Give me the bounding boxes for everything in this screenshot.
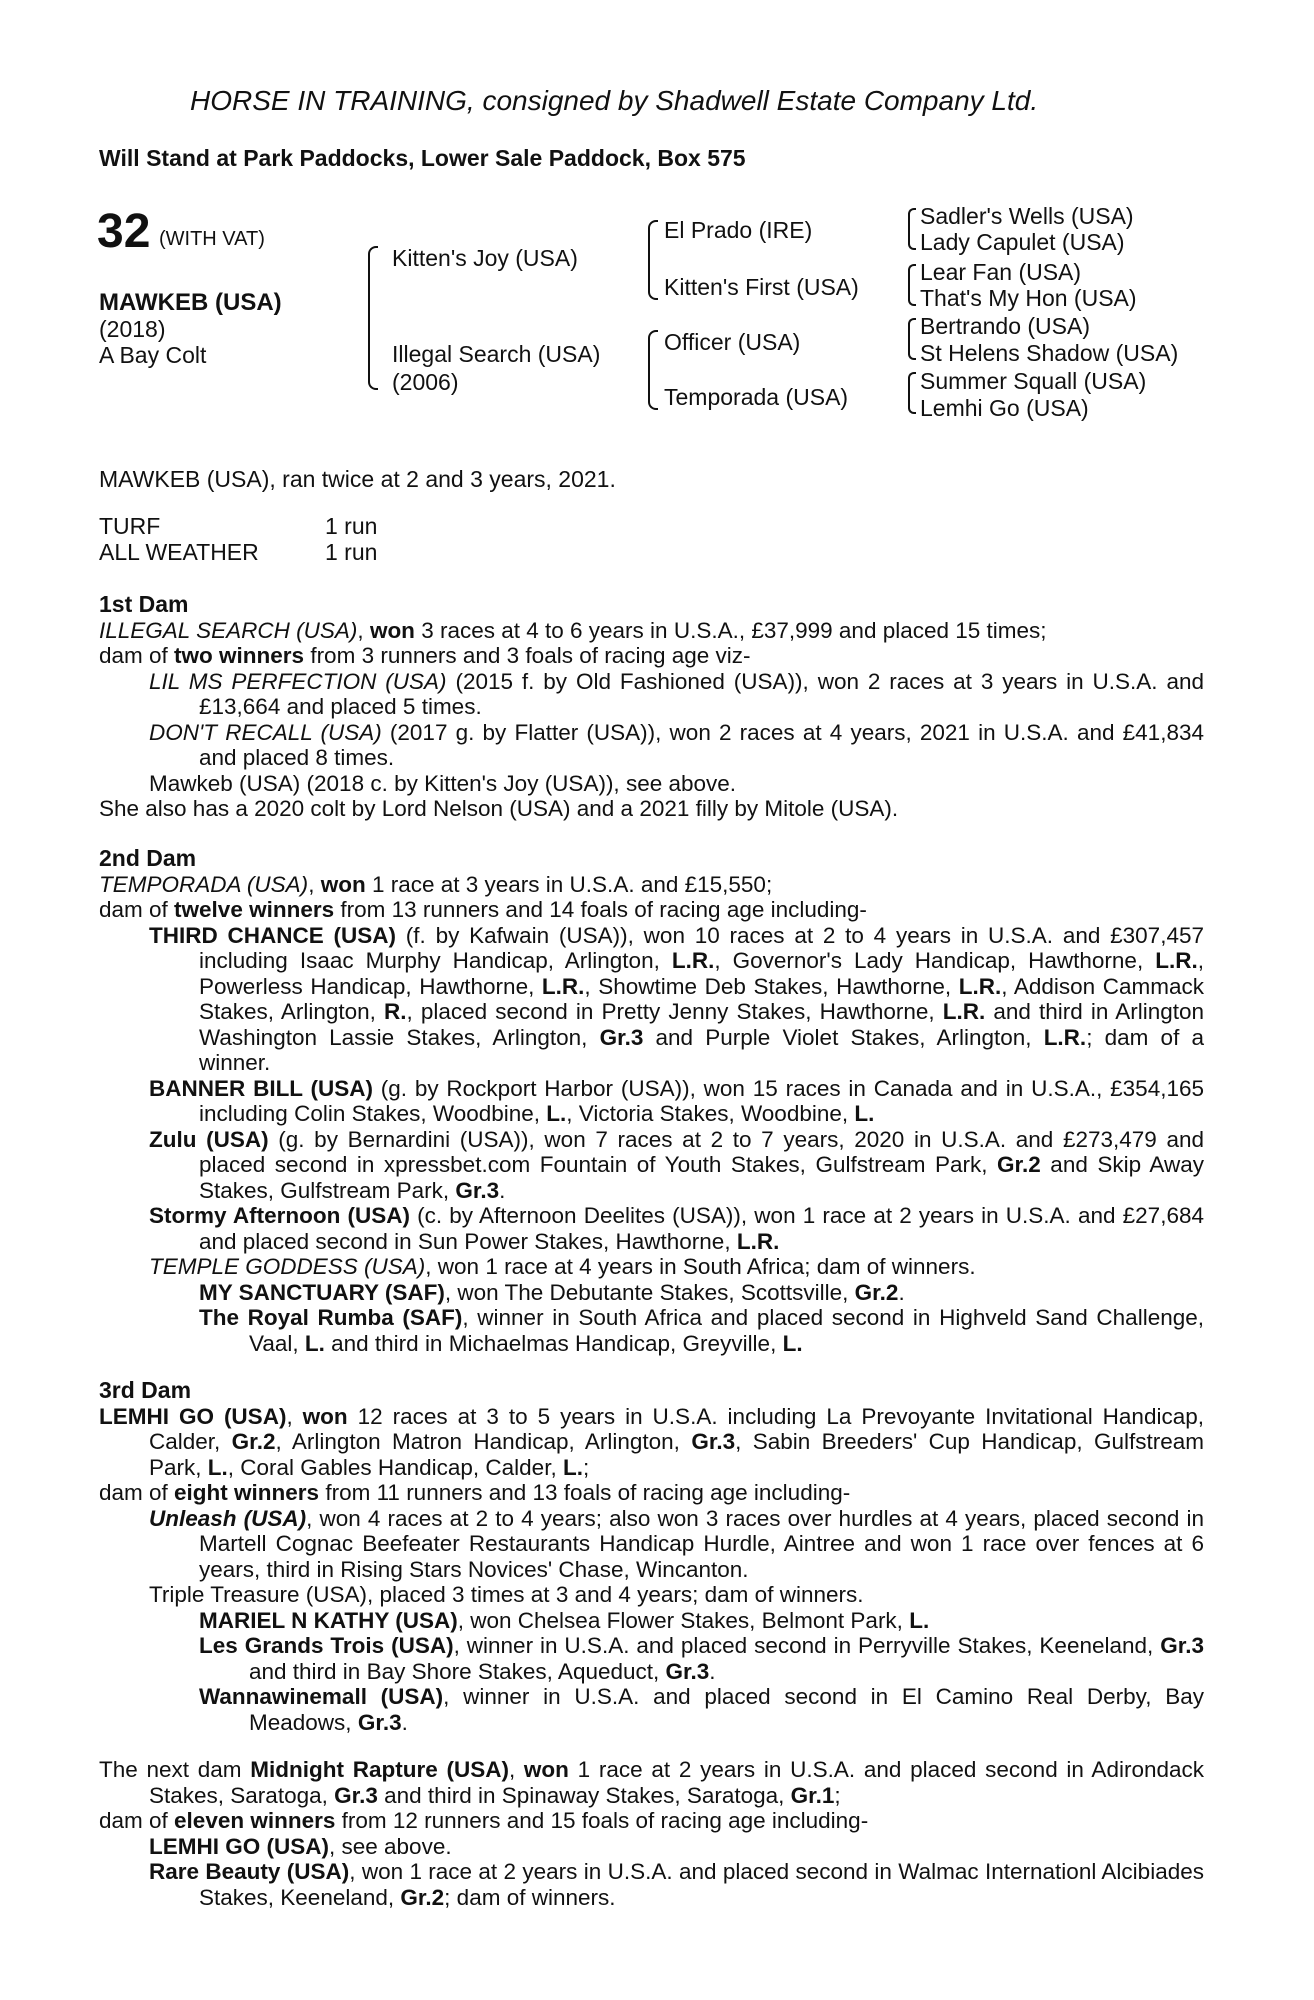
section-title: 3rd Dam <box>99 1377 192 1403</box>
third-dam-section: 3rd Dam LEMHI GO (USA), won 12 races at 3 to 5 years in U.S.A. including La Prevoyante Invitational Handicap, Calder, Gr.2, Arlington Matron Handicap, Arlington, Gr.3, Sabin Breeders' Cup Handicap, Gulfstream Park, L., Coral Gables Handicap, Calder, L.; dam of eight winners from 11 runners and 13 foals of racing age including- Unleash (USA), won 4 races at 2 to 4 years; also won 3 races over hurdles at 4 years, placed second in Martell Cognac Beefeater Restaurants Handicap Hurdle, Aintree and won 1 race over fences at 6 years, third in Rising Stars Novices' Chase, Wincanton. Triple Treasure (USA), placed 3 times at 3 and 4 years; dam of winners. MARIEL N KATHY (USA), won Chelsea Flower Stakes, Belmont Park, L. Les Grands Trois (USA), winner in U.S.A. and placed second in Perryville Stakes, Keeneland, Gr.3 and third in Bay Shore Stakes, Aqueduct, Gr.3. Wannawinemall (USA), winner in U.S.A. and placed second in El Camino Real Derby, Bay Meadows, Gr.3. <box>99 1377 1204 1735</box>
pedigree-sds: Lear Fan (USA) <box>920 259 1082 285</box>
winners-count: eight winners <box>174 1480 320 1505</box>
pedigree-brace <box>648 330 658 410</box>
lot-number: 32 <box>97 205 151 258</box>
pedigree-sire-dam: Kitten's First (USA) <box>664 274 859 300</box>
stand-location: Will Stand at Park Paddocks, Lower Sale Paddock, Box 575 <box>99 145 746 171</box>
dam-name: ILLEGAL SEARCH (USA) <box>99 617 358 643</box>
dam-name: TEMPORADA (USA) <box>99 871 309 897</box>
runs-aw-label: ALL WEATHER <box>99 539 259 565</box>
progeny-entry: The Royal Rumba (SAF), winner in South Africa and placed second in Highveld Sand Challenge, Vaal, L. and third in Michaelmas Handicap, Greyville, L. <box>199 1305 1204 1356</box>
pedigree-dss: Bertrando (USA) <box>920 313 1091 339</box>
first-dam-section: 1st Dam ILLEGAL SEARCH (USA), won 3 races at 4 to 6 years in U.S.A., £37,999 and placed 15 times; dam of two winners from 3 runners and 3 foals of racing age viz- LIL MS PERFECTION (USA) (2015 f. by Old Fashioned (USA)), won 2 races at 3 years in U.S.A. and £13,664 and placed 5 times. DON'T RECALL (USA) (2017 g. by Flatter (USA)), won 2 races at 4 years, 2021 in U.S.A. and £41,834 and placed 8 times. Mawkeb (USA) (2018 c. by Kitten's Joy (USA)), see above. She also has a 2020 colt by Lord Nelson (USA) and a 2021 filly by Mitole (USA). <box>99 591 1204 821</box>
pedigree-dam: Illegal Search (USA) <box>392 341 601 367</box>
next-dam-section: The next dam Midnight Rapture (USA), won 1 race at 2 years in U.S.A. and placed second in Adirondack Stakes, Saratoga, Gr.3 and third in Spinaway Stakes, Saratoga, Gr.1; dam of eleven winners from 12 runners and 15 foals of racing age including- LEMHI GO (USA), see above. Rare Beauty (USA), won 1 race at 2 years in U.S.A. and placed second in Walmac Internationl Alcibiades Stakes, Keeneland, Gr.2; dam of winners. <box>99 1757 1204 1910</box>
winners-count: twelve winners <box>174 897 335 922</box>
page-title: HORSE IN TRAINING, consigned by Shadwell Estate Company Ltd. <box>190 85 1039 116</box>
progeny-entry: Stormy Afternoon (USA) (c. by Afternoon Deelites (USA)), won 1 race at 2 years in U.S.A. and £27,684 and placed second in Sun Power Stakes, Hawthorne, L.R. <box>149 1203 1204 1254</box>
horse-description: A Bay Colt <box>99 342 207 368</box>
section-title: 1st Dam <box>99 591 189 617</box>
pedigree-brace <box>908 318 916 360</box>
pedigree-brace <box>908 264 916 306</box>
pedigree-sss: Sadler's Wells (USA) <box>920 203 1134 229</box>
pedigree-dds: Summer Squall (USA) <box>920 368 1147 394</box>
progeny-entry: Triple Treasure (USA), placed 3 times at 3 and 4 years; dam of winners. <box>149 1582 864 1607</box>
progeny-entry: BANNER BILL (USA) (g. by Rockport Harbor (USA)), won 15 races in Canada and in U.S.A., £354,165 including Colin Stakes, Woodbine, L., Victoria Stakes, Woodbine, L. <box>149 1075 1204 1126</box>
pedigree-brace <box>908 372 916 414</box>
pedigree-dam-year: (2006) <box>392 369 459 395</box>
pedigree-sdd: That's My Hon (USA) <box>920 285 1137 311</box>
winners-count: two winners <box>174 643 305 668</box>
pedigree-ssd: Lady Capulet (USA) <box>920 229 1125 255</box>
progeny-entry: Rare Beauty (USA), won 1 race at 2 years in U.S.A. and placed second in Walmac Internationl Alcibiades Stakes, Keeneland, Gr.2; dam of winners. <box>149 1859 1204 1910</box>
pedigree-ddd: Lemhi Go (USA) <box>920 395 1089 421</box>
progeny-entry: LIL MS PERFECTION (USA) (2015 f. by Old Fashioned (USA)), won 2 races at 3 years in U.S.A. and £13,664 and placed 5 times. <box>149 668 1204 719</box>
pedigree-brace <box>908 208 916 250</box>
pedigree-sire: Kitten's Joy (USA) <box>392 245 578 271</box>
pedigree-brace <box>648 220 658 300</box>
horse-name: MAWKEB (USA) <box>99 289 282 316</box>
progeny-entry: MARIEL N KATHY (USA), won Chelsea Flower Stakes, Belmont Park, L. <box>199 1607 930 1633</box>
progeny-entry: Zulu (USA) (g. by Bernardini (USA)), won 7 races at 2 to 7 years, 2020 in U.S.A. and £273,479 and placed second in xpressbet.com Fountain of Youth Stakes, Gulfstream Park, Gr.2 and Skip Away Stakes, Gulfstream Park, Gr.3. <box>149 1126 1205 1203</box>
progeny-entry: DON'T RECALL (USA) (2017 g. by Flatter (USA)), won 2 races at 4 years, 2021 in U.S.A. and £41,834 and placed 8 times. <box>149 719 1204 770</box>
progeny-entry: MY SANCTUARY (SAF), won The Debutante Stakes, Scottsville, Gr.2. <box>199 1279 905 1305</box>
pedigree-sire-sire: El Prado (IRE) <box>664 217 813 243</box>
section-title: 2nd Dam <box>99 845 197 871</box>
dam-name: LEMHI GO (USA) <box>99 1403 287 1429</box>
progeny-entry: Wannawinemall (USA), winner in U.S.A. and placed second in El Camino Real Derby, Bay Meadows, Gr.3. <box>199 1684 1204 1735</box>
horse-year: (2018) <box>99 316 166 342</box>
winners-count: eleven winners <box>174 1808 336 1833</box>
dam-name: Midnight Rapture (USA) <box>250 1757 509 1782</box>
progeny-entry: Unleash (USA), won 4 races at 2 to 4 years; also won 3 races over hurdles at 4 years, placed second in Martell Cognac Beefeater Restaurants Handicap Hurdle, Aintree and won 1 race over fences at 6 years, third in Rising Stars Novices' Chase, Wincanton. <box>149 1505 1204 1582</box>
runs-aw-count: 1 run <box>325 539 378 565</box>
won-label: won <box>369 617 415 643</box>
race-summary: MAWKEB (USA), ran twice at 2 and 3 years, 2021. <box>99 466 616 492</box>
pedigree-brace <box>368 246 378 390</box>
runs-turf-count: 1 run <box>325 513 378 539</box>
also-note: She also has a 2020 colt by Lord Nelson (USA) and a 2021 filly by Mitole (USA). <box>99 796 899 821</box>
second-dam-section: 2nd Dam TEMPORADA (USA), won 1 race at 3 years in U.S.A. and £15,550; dam of twelve winners from 13 runners and 14 foals of racing age including- THIRD CHANCE (USA) (f. by Kafwain (USA)), won 10 races at 2 to 4 years in U.S.A. and £307,457 including Isaac Murphy Handicap, Arlington, L.R., Governor's Lady Handicap, Hawthorne, L.R., Powerless Handicap, Hawthorne, L.R., Showtime Deb Stakes, Hawthorne, L.R., Addison Cammack Stakes, Arlington, R., placed second in Pretty Jenny Stakes, Hawthorne, L.R. and third in Arlington Washington Lassie Stakes, Arlington, Gr.3 and Purple Violet Stakes, Arlington, L.R.; dam of a winner. BANNER BILL (USA) (g. by Rockport Harbor (USA)), won 15 races in Canada and in U.S.A., £354,165 including Colin Stakes, Woodbine, L., Victoria Stakes, Woodbine, L. Zulu (USA) (g. by Bernardini (USA)), won 7 races at 2 to 7 years, 2020 in U.S.A. and £273,479 and placed second in xpressbet.com Fountain of Youth Stakes, Gulfstream Park, Gr.2 and Skip Away Stakes, Gulfstream Park, Gr.3. Stormy Afternoon (USA) (c. by Afternoon Deelites (USA)), won 1 race at 2 years in U.S.A. and £27,684 and placed second in Sun Power Stakes, Hawthorne, L.R. TEMPLE GODDESS (USA), won 1 race at 4 years in South Africa; dam of winners. MY SANCTUARY (SAF), won The Debutante Stakes, Scottsville, Gr.2. The Royal Rumba (SAF), winner in South Africa and placed second in Highveld Sand Challenge, Vaal, L. and third in Michaelmas Handicap, Greyville, L. <box>99 845 1205 1356</box>
progeny-entry: THIRD CHANCE (USA) (f. by Kafwain (USA)), won 10 races at 2 to 4 years in U.S.A. and £307,457 including Isaac Murphy Handicap, Arlington, L.R., Governor's Lady Handicap, Hawthorne, L.R., Powerless Handicap, Hawthorne, L.R., Showtime Deb Stakes, Hawthorne, L.R., Addison Cammack Stakes, Arlington, R., placed second in Pretty Jenny Stakes, Hawthorne, L.R. and third in Arlington Washington Lassie Stakes, Arlington, Gr.3 and Purple Violet Stakes, Arlington, L.R.; dam of a winner. <box>149 922 1205 1075</box>
progeny-entry: TEMPLE GODDESS (USA), won 1 race at 4 years in South Africa; dam of winners. <box>149 1254 976 1279</box>
runs-turf-label: TURF <box>99 513 161 539</box>
progeny-entry: LEMHI GO (USA), see above. <box>149 1833 452 1859</box>
pedigree-dsd: St Helens Shadow (USA) <box>920 340 1179 366</box>
progeny-entry: Mawkeb (USA) (2018 c. by Kitten's Joy (USA)), see above. <box>149 770 737 796</box>
pedigree-dam-sire: Officer (USA) <box>664 329 801 355</box>
progeny-entry: Les Grands Trois (USA), winner in U.S.A. and placed second in Perryville Stakes, Keeneland, Gr.3 and third in Bay Shore Stakes, Aqueduct, Gr.3. <box>199 1633 1204 1684</box>
pedigree-dam-dam: Temporada (USA) <box>664 384 849 410</box>
vat-label: (WITH VAT) <box>159 228 265 250</box>
